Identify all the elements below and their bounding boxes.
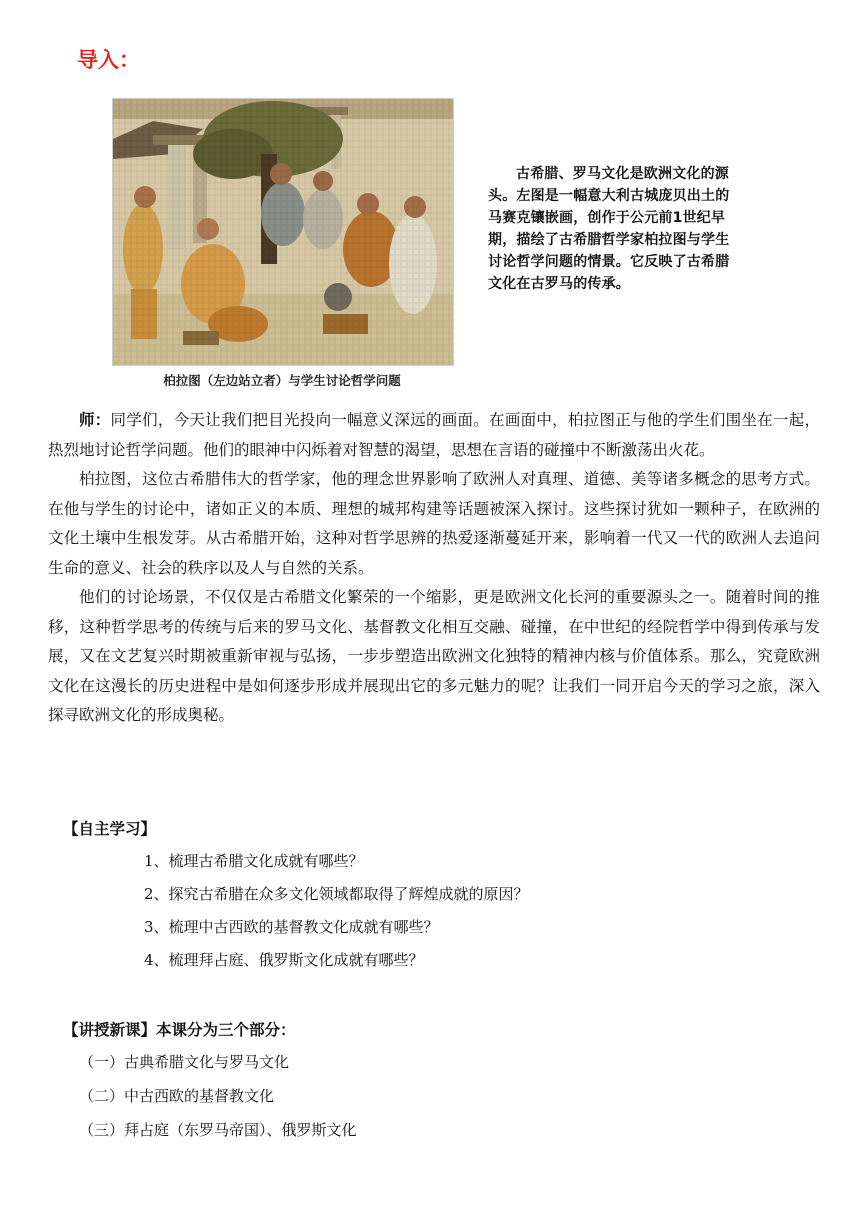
image-caption: 柏拉图（左边站立者）与学生讨论哲学问题 <box>163 373 401 388</box>
image-description: 古希腊、罗马文化是欧洲文化的源头。左图是一幅意大利古城庞贝出土的马赛克镶嵌画，创作于公元前1世纪早期，描绘了古希腊哲学家柏拉图与学生讨论哲学问题的情景。它反映了古希腊文化在古罗马的传承。 <box>488 166 730 292</box>
lesson-part-2: （二）中古西欧的基督教文化 <box>79 1087 275 1105</box>
task-item-1: 1、梳理古希腊文化成就有哪些？ <box>144 852 364 870</box>
plato-academy-mosaic-image <box>112 98 454 366</box>
teacher-label: 师： <box>79 410 111 429</box>
lesson-part-1: （一）古典希腊文化与罗马文化 <box>79 1053 290 1071</box>
paragraph-2: 柏拉图，这位古希腊伟大的哲学家，他的理念世界影响了欧洲人对真理、道德、美等诸多概念的思考方式。在他与学生的讨论中，诸如正义的本质、理想的城邦构建等话题被深入探讨。这些探讨犹如一颗种子，在欧洲的文化土壤中生根发芽。从古希腊开始，这种对哲学思辨的热爱逐渐蔓延开来，影响着一代又一代的欧洲人去追问生命的意义、社会的秩序以及人与自然的关系。 <box>48 470 820 577</box>
teacher-narration <box>48 405 820 731</box>
lesson-part-3: （三）拜占庭（东罗马帝国）、俄罗斯文化 <box>79 1121 357 1139</box>
task-item-2: 2、探究古希腊在众多文化领域都取得了辉煌成就的原因？ <box>144 885 529 903</box>
task-item-3: 3、梳理中古西欧的基督教文化成就有哪些？ <box>144 918 439 936</box>
self-study-title: 【自主学习】 <box>63 820 157 838</box>
task-item-4: 4、梳理拜占庭、俄罗斯文化成就有哪些？ <box>144 951 424 969</box>
new-lesson-title: 【讲授新课】本课分为三个部分： <box>63 1021 296 1039</box>
paragraph-3: 他们的讨论场景，不仅仅是古希腊文化繁荣的一个缩影，更是欧洲文化长河的重要源头之一。随着时间的推移，这种哲学思考的传统与后来的罗马文化、基督教文化相互交融、碰撞，在中世纪的经院哲学中得到传承与发展，又在文艺复兴时期被重新审视与弘扬，一步步塑造出欧洲文化独特的精神内核与价值体系。那么，究竟欧洲文化在这漫长的历史进程中是如何逐步形成并展现出它的多元魅力的呢？让我们一同开启今天的学习之旅，深入探寻欧洲文化的形成奥秘。 <box>48 588 820 724</box>
intro-heading: 导入： <box>77 48 140 72</box>
paragraph-1-text: 同学们，今天让我们把目光投向一幅意义深远的画面。在画面中，柏拉图正与他的学生们围坐在一起，热烈地讨论哲学问题。他们的眼神中闪烁着对智慧的渴望，思想在言语的碰撞中不断激荡出火花。 <box>48 411 820 459</box>
paragraph-1 <box>48 405 820 465</box>
